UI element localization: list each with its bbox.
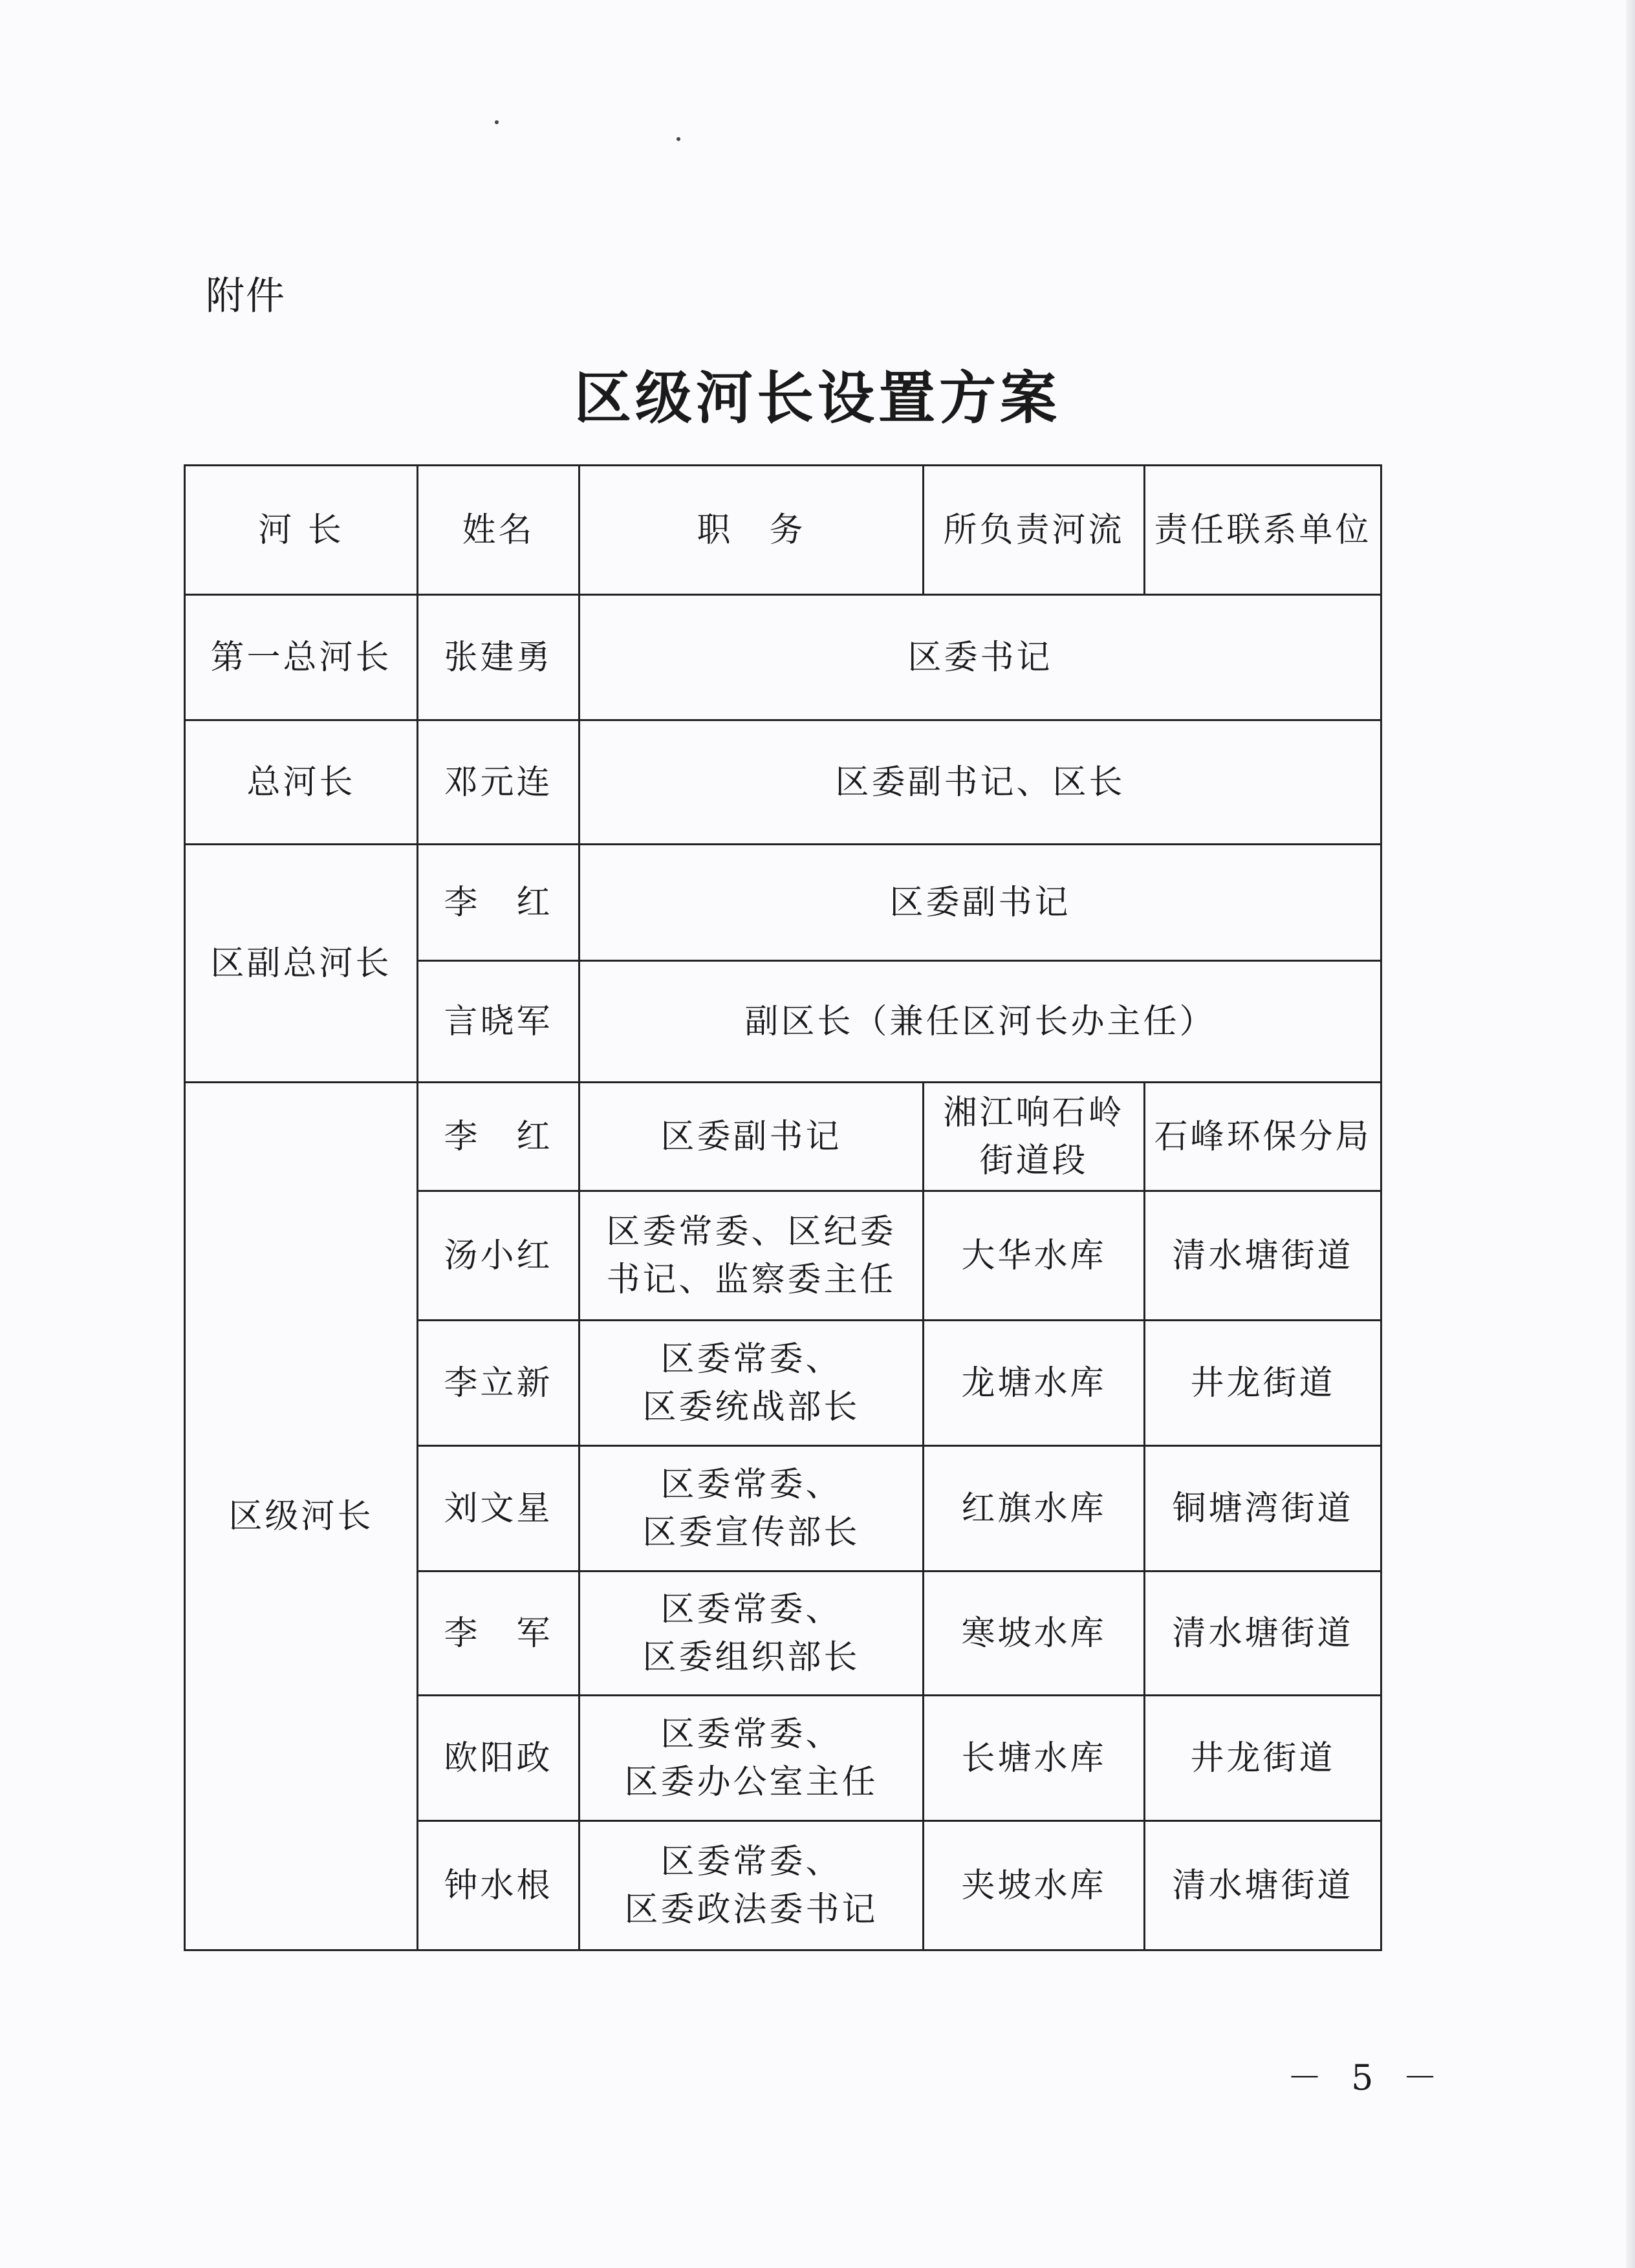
header-unit: 责任联系单位 [1145,466,1381,595]
river-cell: 夹坡水库 [924,1821,1145,1950]
name-cell: 汤小红 [418,1191,579,1321]
table-row [185,595,1381,720]
name-cell: 李立新 [418,1321,579,1446]
unit-cell: 清水塘街道 [1145,1191,1381,1321]
position-cell: 区委副书记 [579,845,1381,961]
name-cell: 李 红 [418,845,579,961]
header-position: 职 务 [579,466,924,595]
role-cell: 第一总河长 [185,595,418,720]
position-cell: 区委书记 [579,595,1381,720]
river-cell: 红旗水库 [924,1446,1145,1571]
name-cell: 邓元连 [418,720,579,845]
header-name: 姓名 [418,466,579,595]
table-row [185,845,1381,961]
river-cell: 大华水库 [924,1191,1145,1321]
name-cell: 刘文星 [418,1446,579,1571]
page-number: － 5 － [1287,2057,1447,2098]
name-cell: 李 军 [418,1571,579,1696]
table-row [185,720,1381,845]
name-cell: 钟水根 [418,1821,579,1950]
unit-cell: 清水塘街道 [1145,1821,1381,1950]
river-chief-table [184,464,1382,1951]
role-cell: 区级河长 [185,1083,418,1950]
name-cell: 李 红 [418,1083,579,1191]
position-cell: 区委常委、 区委政法委书记 [579,1821,924,1950]
position-cell: 区委副书记、区长 [579,720,1381,845]
page-edge [1626,0,1635,2268]
unit-cell: 井龙街道 [1145,1321,1381,1446]
role-cell: 总河长 [185,720,418,845]
position-cell: 区委常委、 区委组织部长 [579,1571,924,1696]
position-cell: 副区长（兼任区河长办主任） [579,961,1381,1083]
position-cell: 区委常委、 区委宣传部长 [579,1446,924,1571]
scan-speck [677,137,680,141]
name-cell: 言晓军 [418,961,579,1083]
table-header-row [185,466,1381,595]
position-cell: 区委常委、区纪委 书记、监察委主任 [579,1191,924,1321]
unit-cell: 石峰环保分局 [1145,1083,1381,1191]
river-cell: 长塘水库 [924,1696,1145,1821]
river-cell: 湘江响石岭 街道段 [924,1083,1145,1191]
header-river: 所负责河流 [924,466,1145,595]
role-cell: 区副总河长 [185,845,418,1083]
river-cell: 寒坡水库 [924,1571,1145,1696]
scan-speck [495,120,499,124]
table-row [185,1083,1381,1191]
unit-cell: 清水塘街道 [1145,1571,1381,1696]
position-cell: 区委常委、 区委办公室主任 [579,1696,924,1821]
unit-cell: 井龙街道 [1145,1696,1381,1821]
river-cell: 龙塘水库 [924,1321,1145,1446]
name-cell: 张建勇 [418,595,579,720]
attachment-label: 附件 [206,274,286,319]
header-role: 河 长 [185,466,418,595]
unit-cell: 铜塘湾街道 [1145,1446,1381,1571]
document-title: 区级河长设置方案 [574,364,1061,431]
name-cell: 欧阳政 [418,1696,579,1821]
position-cell: 区委常委、 区委统战部长 [579,1321,924,1446]
position-cell: 区委副书记 [579,1083,924,1191]
